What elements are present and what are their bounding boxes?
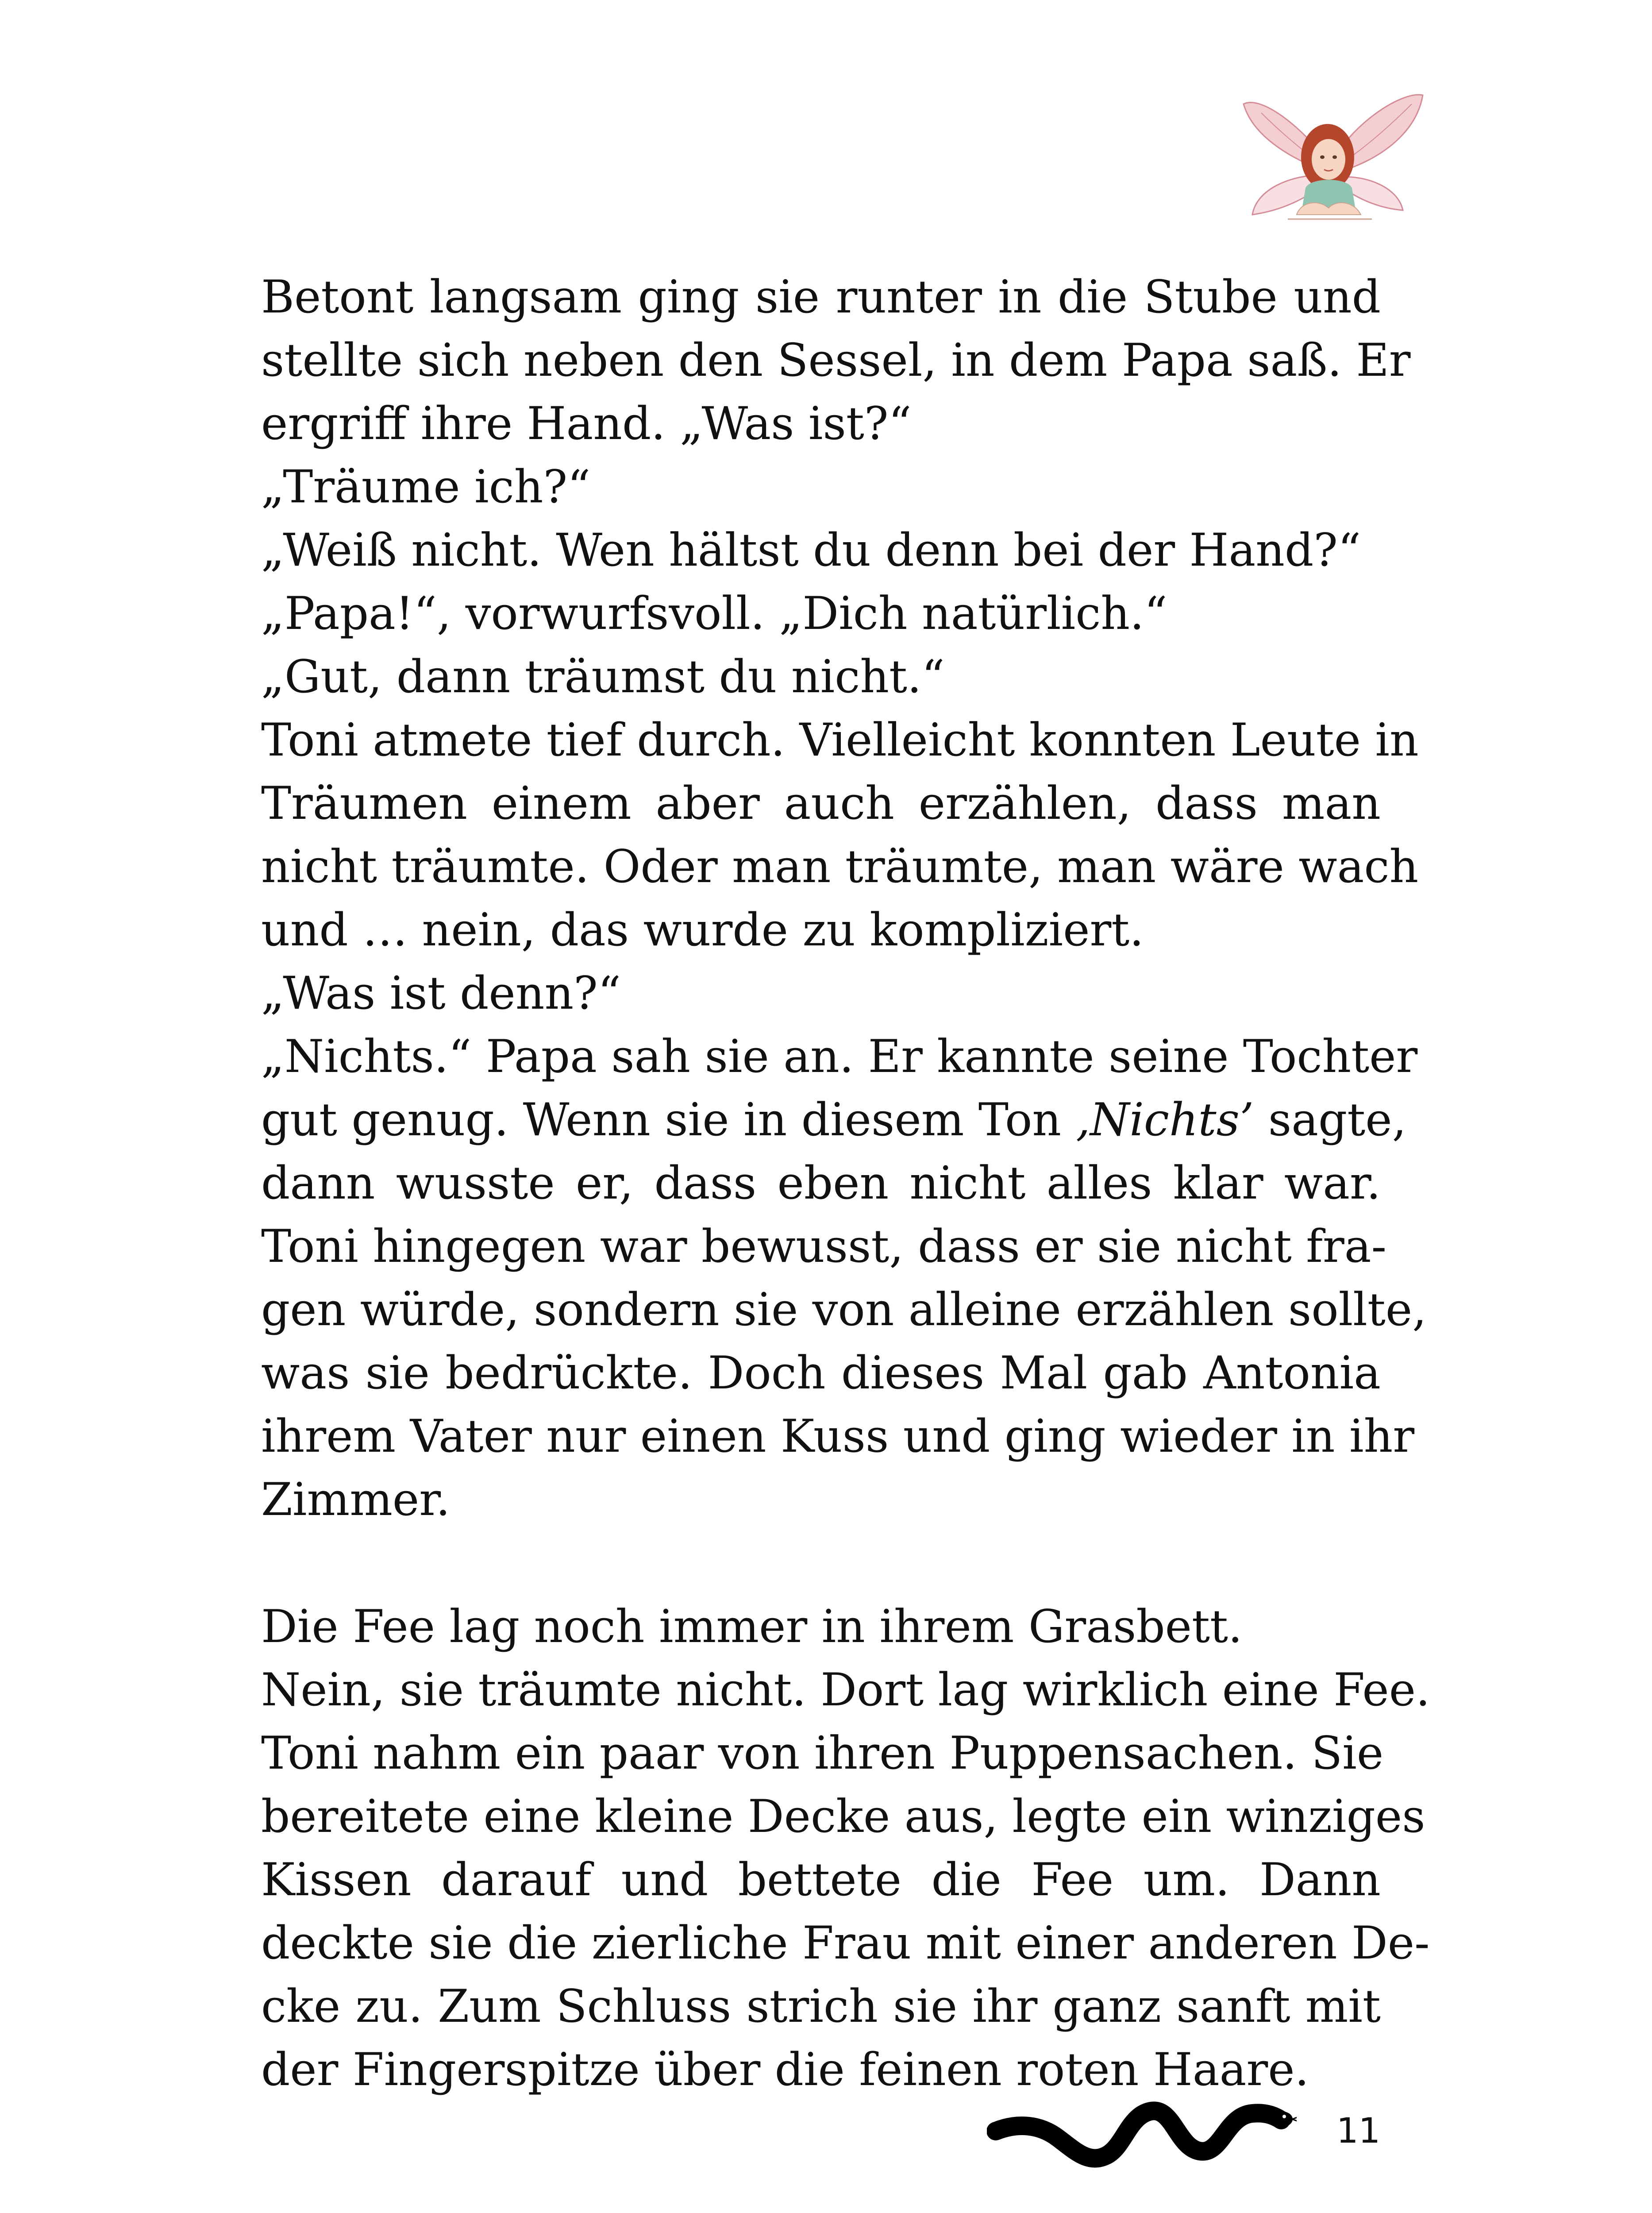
text-line: gen würde, sondern sie von alleine erzählen sollte,	[261, 1284, 1427, 1336]
text-line: „Papa!“, vorwurfsvoll. „Dich natürlich.“	[261, 587, 1167, 640]
text-line: dann wusste er, dass eben nicht alles klar war.	[261, 1157, 1381, 1210]
text-segment: gut genug. Wenn sie in diesem Ton	[261, 1094, 1076, 1146]
text-line: Kissen darauf und bettete die Fee um. Dann	[261, 1854, 1381, 1906]
text-line: cke zu. Zum Schluss strich sie ihr ganz sanft mit	[261, 1980, 1381, 2033]
text-line: stellte sich neben den Sessel, in dem Papa saß. Er	[261, 334, 1411, 387]
text-line-with-italic	[261, 1088, 1407, 1152]
text-segment: sagte,	[1254, 1094, 1407, 1146]
text-line: „Gut, dann träumst du nicht.“	[261, 651, 945, 703]
text-line: Träumen einem aber auch erzählen, dass man	[261, 777, 1381, 830]
text-line: was sie bedrückte. Doch dieses Mal gab Antonia	[261, 1347, 1381, 1400]
text-line: Betont langsam ging sie runter in die Stube und	[261, 271, 1381, 324]
text-line: nicht träumte. Oder man träumte, man wäre wach	[261, 840, 1419, 893]
text-line: Toni hingegen war bewusst, dass er sie nicht fra-	[261, 1220, 1387, 1273]
text-line: Zimmer.	[261, 1473, 451, 1526]
text-line: Die Fee lag noch immer in ihrem Grasbett.	[261, 1600, 1243, 1653]
text-line: „Träume ich?“	[261, 461, 591, 513]
paragraph-break	[261, 1531, 1381, 1595]
book-page-text	[261, 266, 1430, 2101]
fairy-illustration	[1235, 86, 1429, 246]
text-line: Nein, sie träumte nicht. Dort lag wirklich eine Fee.	[261, 1664, 1430, 1716]
text-line: Toni nahm ein paar von ihren Puppensachen. Sie	[261, 1727, 1384, 1780]
text-line: und … nein, das wurde zu kompliziert.	[261, 904, 1144, 956]
text-line: „Was ist denn?“	[261, 967, 621, 1020]
text-line: „Weiß nicht. Wen hältst du denn bei der Hand?“	[261, 524, 1361, 577]
text-line: ihrem Vater nur einen Kuss und ging wieder in ihr	[261, 1410, 1415, 1463]
text-line: ergriff ihre Hand. „Was ist?“	[261, 397, 912, 450]
snake-icon	[987, 2089, 1297, 2178]
italic-word: ‚Nichts’	[1075, 1094, 1254, 1146]
text-line: deckte sie die zierliche Frau mit einer anderen De-	[261, 1917, 1430, 1970]
text-line: „Nichts.“ Papa sah sie an. Er kannte seine Tochter	[261, 1030, 1418, 1083]
text-line: Toni atmete tief durch. Vielleicht konnten Leute in	[261, 714, 1419, 767]
text-line: bereitete eine kleine Decke aus, legte ein winziges	[261, 1790, 1425, 1843]
page-number: 11	[1336, 2111, 1381, 2151]
text-line: der Fingerspitze über die feinen roten Haare.	[261, 2043, 1309, 2096]
